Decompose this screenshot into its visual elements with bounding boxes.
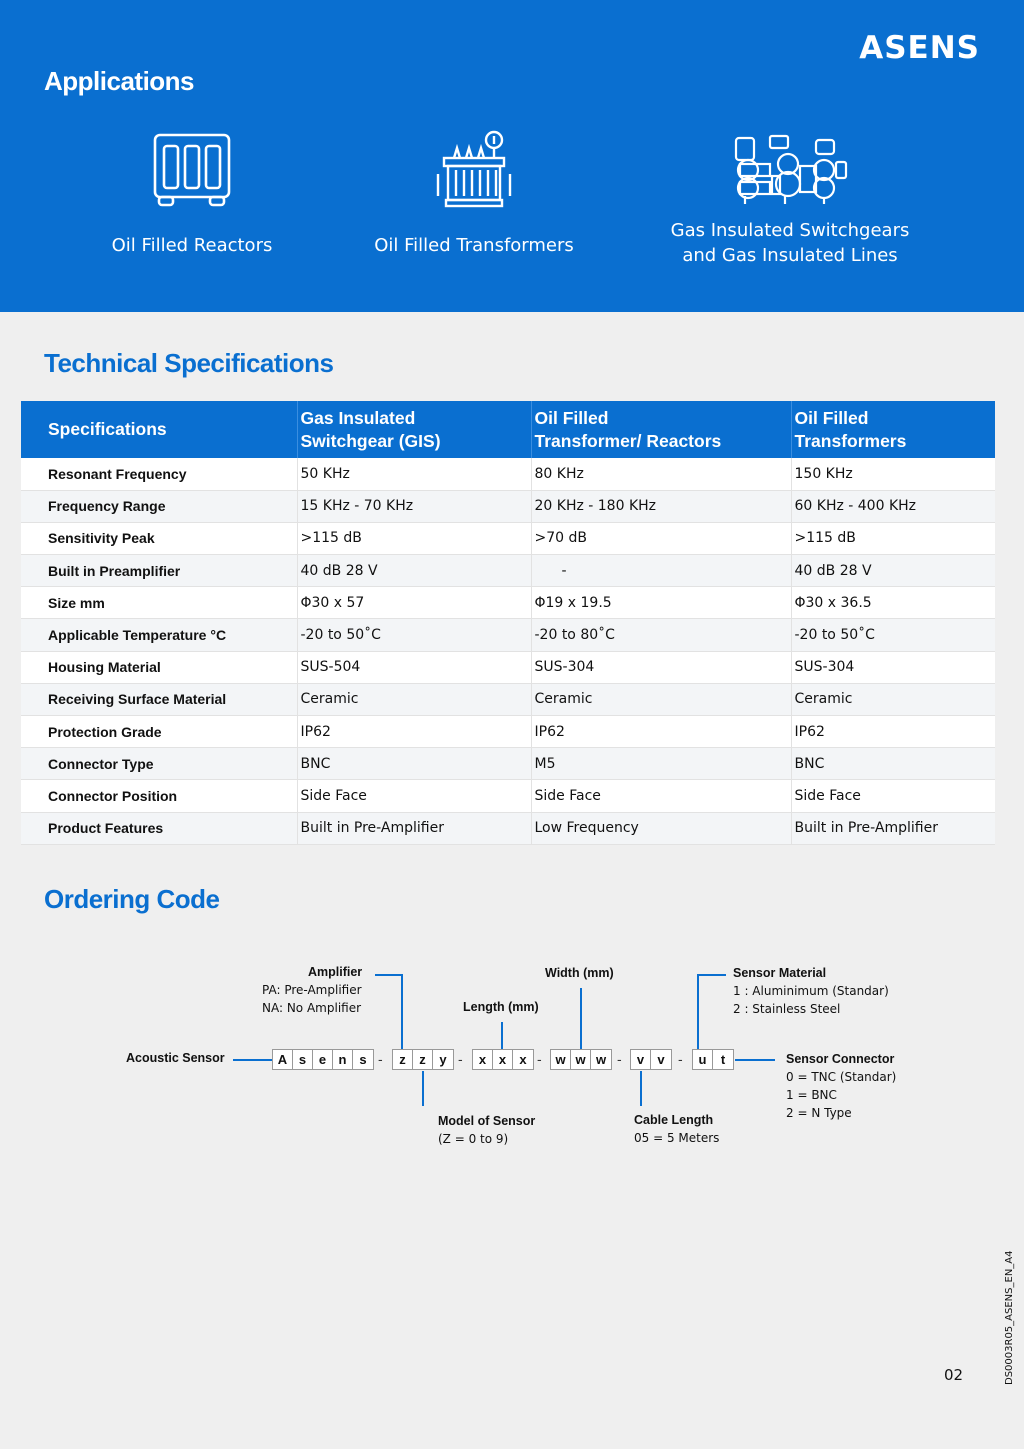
sensor-material-legend xyxy=(733,964,889,1018)
code-group-cable xyxy=(630,1049,672,1070)
header-line1: Gas Insulated xyxy=(300,407,416,428)
table-row xyxy=(21,651,995,683)
code-char: e xyxy=(313,1050,333,1069)
spec-value: M5 xyxy=(531,748,791,780)
spec-value: SUS-504 xyxy=(297,651,531,683)
spec-value: SUS-304 xyxy=(791,651,995,683)
tech-specs-title: Technical Specifications xyxy=(44,348,334,378)
code-group-asens xyxy=(272,1049,374,1070)
spec-value: Side Face xyxy=(791,780,995,812)
spec-label: Product Features xyxy=(21,812,297,844)
spec-value: 150 KHz xyxy=(791,458,995,490)
spec-label: Size mm xyxy=(21,587,297,619)
spec-value: 40 dB 28 V xyxy=(791,555,995,587)
code-char: w xyxy=(595,1052,607,1067)
sensor-material-title: Sensor Material xyxy=(733,966,827,980)
code-char: v xyxy=(657,1052,665,1067)
spec-value: Φ30 x 57 xyxy=(297,587,531,619)
spec-label: Connector Type xyxy=(21,748,297,780)
code-char: x xyxy=(493,1050,513,1069)
sensor-connector-option: 0 = TNC (Standar) xyxy=(786,1070,897,1084)
spec-value: Built in Pre-Amplifier xyxy=(791,812,995,844)
ordering-code-title: Ordering Code xyxy=(44,884,220,914)
spec-value: 20 KHz - 180 KHz xyxy=(531,490,791,522)
code-char: x xyxy=(519,1052,527,1067)
column-header xyxy=(791,401,995,458)
spec-value: Built in Pre-Amplifier xyxy=(297,812,531,844)
application-label: Oil Filled Reactors xyxy=(111,235,273,256)
transformer-icon xyxy=(432,130,516,210)
brand-logo: ASENS xyxy=(859,30,980,66)
spec-value: - xyxy=(531,555,791,587)
code-separator: - xyxy=(378,1051,383,1067)
column-header xyxy=(21,401,297,458)
application-label: Oil Filled Transformers xyxy=(374,235,574,256)
reactor-icon xyxy=(150,130,234,210)
code-group-material-connector xyxy=(692,1049,734,1070)
spec-value: Side Face xyxy=(531,780,791,812)
code-char: n xyxy=(333,1050,353,1069)
spec-value: 40 dB 28 V xyxy=(297,555,531,587)
spec-value: IP62 xyxy=(531,716,791,748)
table-row xyxy=(21,522,995,554)
acoustic-sensor-label xyxy=(126,1049,225,1067)
spec-value: BNC xyxy=(791,748,995,780)
spec-value: IP62 xyxy=(297,716,531,748)
table-row xyxy=(21,683,995,715)
application-switchgear xyxy=(660,130,920,266)
table-row xyxy=(21,458,995,490)
spec-value: BNC xyxy=(297,748,531,780)
sensor-connector-legend xyxy=(786,1050,896,1122)
spec-value: >70 dB xyxy=(531,522,791,554)
connector-line xyxy=(401,974,403,1049)
code-char: z xyxy=(393,1050,413,1069)
application-label-line1: Gas Insulated Switchgears xyxy=(670,220,910,241)
spec-label: Built in Preamplifier xyxy=(21,555,297,587)
code-char: u xyxy=(693,1050,713,1069)
code-char: x xyxy=(473,1050,493,1069)
model-legend xyxy=(438,1112,535,1148)
spec-value: Ceramic xyxy=(531,683,791,715)
header-line1: Oil Filled xyxy=(534,407,609,428)
page-number: 02 xyxy=(944,1366,964,1384)
code-char: s xyxy=(359,1052,367,1067)
code-group-length xyxy=(472,1049,534,1070)
spec-value: IP62 xyxy=(791,716,995,748)
code-separator: - xyxy=(458,1051,463,1067)
spec-value: SUS-304 xyxy=(531,651,791,683)
code-group-width xyxy=(550,1049,612,1070)
header-line2: Switchgear (GIS) xyxy=(300,430,441,451)
header-text: Specifications xyxy=(48,419,167,439)
connector-line xyxy=(422,1071,424,1106)
connector-line xyxy=(697,974,726,976)
switchgear-icon xyxy=(730,130,850,210)
spec-value: -20 to 50˚C xyxy=(791,619,995,651)
applications-banner xyxy=(0,0,1024,312)
spec-value: >115 dB xyxy=(791,522,995,554)
amplifier-legend xyxy=(262,963,362,1017)
spec-label: Housing Material xyxy=(21,651,297,683)
code-char: w xyxy=(551,1050,571,1069)
code-char: t xyxy=(720,1052,726,1067)
header-line2: Transformers xyxy=(794,430,907,451)
length-title: Length (mm) xyxy=(463,1000,539,1014)
amplifier-option: PA: Pre-Amplifier xyxy=(262,983,362,997)
model-title: Model of Sensor xyxy=(438,1114,536,1128)
table-row xyxy=(21,780,995,812)
code-separator: - xyxy=(617,1051,622,1067)
connector-line xyxy=(501,1022,503,1049)
spec-value: -20 to 80˚C xyxy=(531,619,791,651)
application-reactors xyxy=(62,130,322,256)
spec-label: Resonant Frequency xyxy=(21,458,297,490)
sensor-material-option: 1 : Aluminimum (Standar) xyxy=(733,984,889,998)
spec-value: >115 dB xyxy=(297,522,531,554)
code-char: y xyxy=(439,1052,447,1067)
connector-line xyxy=(233,1059,272,1061)
table-row xyxy=(21,812,995,844)
spec-value: 50 KHz xyxy=(297,458,531,490)
length-legend xyxy=(463,998,539,1016)
spec-label: Receiving Surface Material xyxy=(21,683,297,715)
spec-label: Sensitivity Peak xyxy=(21,522,297,554)
document-id: DS0003R05_ASENS_EN_A4 xyxy=(1004,1250,1015,1385)
spec-value: 60 KHz - 400 KHz xyxy=(791,490,995,522)
specs-table xyxy=(21,401,995,845)
code-char: s xyxy=(293,1050,313,1069)
application-label-line2: and Gas Insulated Lines xyxy=(682,245,898,266)
acoustic-sensor-text: Acoustic Sensor xyxy=(126,1051,225,1065)
table-row xyxy=(21,490,995,522)
sensor-material-option: 2 : Stainless Steel xyxy=(733,1002,841,1016)
cable-length-legend xyxy=(634,1111,719,1147)
code-separator: - xyxy=(537,1051,542,1067)
spec-label: Frequency Range xyxy=(21,490,297,522)
code-char: A xyxy=(273,1050,293,1069)
connector-line xyxy=(640,1071,642,1106)
code-char: v xyxy=(631,1050,651,1069)
code-char: w xyxy=(571,1050,591,1069)
connector-line xyxy=(580,988,582,1049)
amplifier-title: Amplifier xyxy=(308,965,363,979)
applications-title: Applications xyxy=(44,66,195,96)
spec-value: 15 KHz - 70 KHz xyxy=(297,490,531,522)
width-title: Width (mm) xyxy=(545,966,614,980)
connector-line xyxy=(375,974,402,976)
table-row xyxy=(21,716,995,748)
model-option: (Z = 0 to 9) xyxy=(438,1132,509,1146)
table-row xyxy=(21,619,995,651)
cable-length-option: 05 = 5 Meters xyxy=(634,1131,720,1145)
table-row xyxy=(21,748,995,780)
spec-value: 80 KHz xyxy=(531,458,791,490)
spec-value: Φ19 x 19.5 xyxy=(531,587,791,619)
column-header xyxy=(297,401,531,458)
spec-value: Low Frequency xyxy=(531,812,791,844)
header-line2: Transformer/ Reactors xyxy=(534,430,722,451)
application-transformers xyxy=(344,130,604,256)
connector-line xyxy=(735,1059,775,1061)
spec-label: Protection Grade xyxy=(21,716,297,748)
code-group-model xyxy=(392,1049,454,1070)
spec-label: Applicable Temperature °C xyxy=(21,619,297,651)
code-char: z xyxy=(413,1050,433,1069)
header-line1: Oil Filled xyxy=(794,407,869,428)
table-row xyxy=(21,555,995,587)
spec-value: Ceramic xyxy=(791,683,995,715)
table-row xyxy=(21,587,995,619)
amplifier-option: NA: No Amplifier xyxy=(262,1001,362,1015)
connector-line xyxy=(697,974,699,1049)
spec-value: Side Face xyxy=(297,780,531,812)
specs-header-row xyxy=(21,401,995,458)
cable-length-title: Cable Length xyxy=(634,1113,714,1127)
spec-label: Connector Position xyxy=(21,780,297,812)
column-header xyxy=(531,401,791,458)
spec-value: Ceramic xyxy=(297,683,531,715)
spec-value: -20 to 50˚C xyxy=(297,619,531,651)
spec-value: Φ30 x 36.5 xyxy=(791,587,995,619)
width-legend xyxy=(545,964,614,982)
sensor-connector-title: Sensor Connector xyxy=(786,1052,895,1066)
sensor-connector-option: 2 = N Type xyxy=(786,1106,852,1120)
sensor-connector-option: 1 = BNC xyxy=(786,1088,837,1102)
code-separator: - xyxy=(678,1051,683,1067)
